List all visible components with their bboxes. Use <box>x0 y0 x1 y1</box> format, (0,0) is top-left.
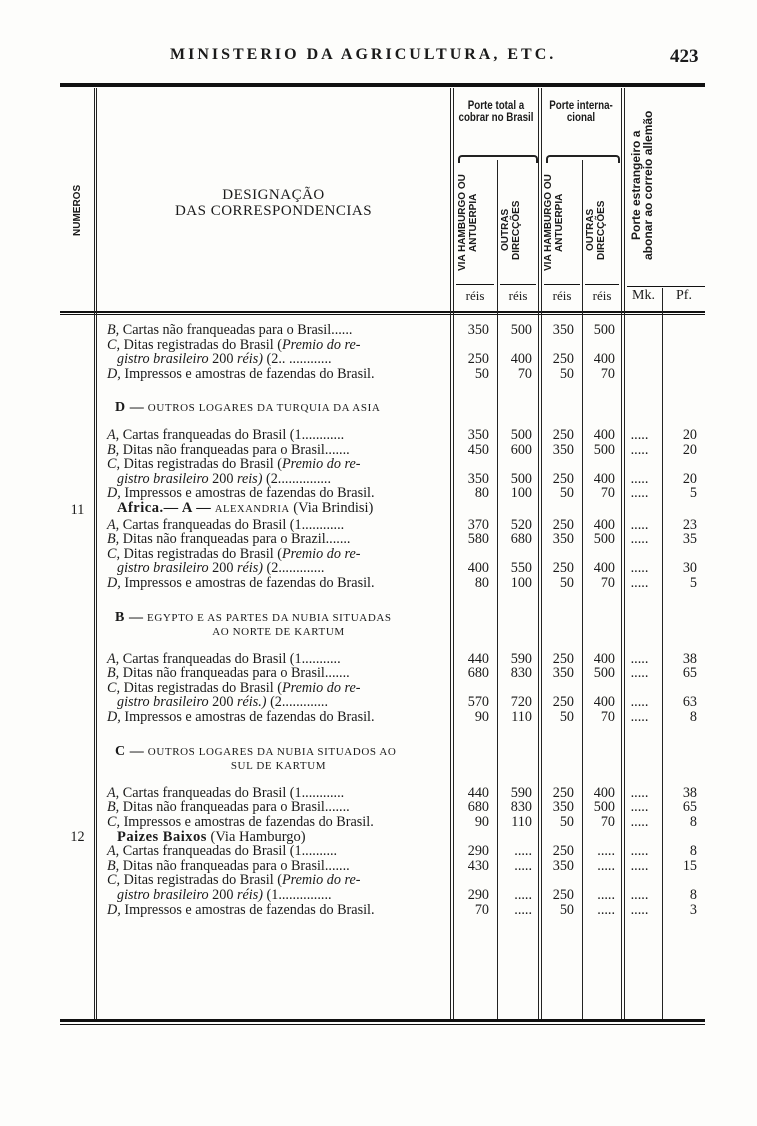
value-cell: ..... <box>597 887 615 903</box>
item-letter: B, <box>107 323 120 338</box>
value-cell: 250 <box>467 351 489 368</box>
value-cell: 38 <box>682 650 697 667</box>
value-cell: 250 <box>552 351 574 368</box>
col-porte-estrangeiro: Porte estrangeiro a abonar ao correio allemão <box>629 110 655 260</box>
table-row <box>60 532 710 547</box>
value-cell: ..... <box>630 531 649 548</box>
item-text: Impressos e amostras de fazendas do Brasil. <box>123 815 374 830</box>
table-row <box>60 518 710 533</box>
item-text: Cartas não franqueadas para o Brasil...... <box>122 323 353 338</box>
value-cell: 250 <box>552 516 574 533</box>
value-cell: 70 <box>600 365 615 382</box>
bottom-rule-2 <box>60 1024 705 1025</box>
table-row <box>60 786 710 801</box>
value-cell: ..... <box>630 784 649 801</box>
value-cell: 100 <box>510 574 532 591</box>
value-cell: 350 <box>552 857 574 874</box>
section-heading <box>60 611 710 640</box>
value-cell: 250 <box>552 843 574 860</box>
heading-letter: C — <box>115 744 145 759</box>
designation <box>95 903 450 918</box>
designation <box>95 859 450 874</box>
value-cell: ..... <box>630 441 649 458</box>
item-italic: gistro brasileiro <box>117 560 209 576</box>
value-cell: 830 <box>510 665 532 682</box>
item-letter: B, <box>107 442 120 458</box>
item-text: Impressos e amostras de fazendas do Brasil. <box>124 710 375 725</box>
item-text: (1............... <box>262 887 332 903</box>
value-cell: ..... <box>514 887 532 903</box>
designation <box>95 518 450 533</box>
brace <box>546 155 620 163</box>
col-outras-direccoes-intl: OUTRAS DIRECÇÕES <box>585 200 607 260</box>
heading-text: SUL DE KARTUM <box>230 760 327 773</box>
value-cell: 400 <box>593 516 615 533</box>
table-row <box>60 903 710 918</box>
item-text: (2............. <box>262 560 325 576</box>
table-row <box>60 323 710 338</box>
value-cell: 350 <box>467 470 489 487</box>
table-row <box>60 338 710 367</box>
continuation <box>107 351 332 367</box>
value-cell: 250 <box>552 426 574 443</box>
item-letter: A, <box>107 785 120 801</box>
value-cell: 15 <box>682 857 697 874</box>
value-cell: ..... <box>630 857 649 874</box>
designation <box>95 443 450 458</box>
value-cell: 430 <box>467 857 489 874</box>
value-cell: ..... <box>630 694 649 711</box>
item-italic: réis.) <box>236 694 267 711</box>
designation <box>95 367 450 382</box>
designation <box>95 681 450 710</box>
designation <box>95 830 450 845</box>
value-cell: ..... <box>630 843 649 860</box>
value-cell: 38 <box>682 784 697 801</box>
value-cell: ..... <box>597 843 615 860</box>
value-cell: 35 <box>682 531 697 548</box>
item-letter: B, <box>107 532 120 547</box>
item-italic: gistro brasileiro <box>117 470 209 487</box>
value-cell: 400 <box>467 560 489 577</box>
value-cell: 65 <box>682 665 697 682</box>
item-text: Ditas registradas do Brasil ( <box>123 873 282 889</box>
designation <box>95 666 450 681</box>
item-italic: gistro brasileiro <box>117 694 209 711</box>
designation <box>95 457 450 486</box>
value-cell: 8 <box>689 814 697 831</box>
heading-text: EGYPTO E AS PARTES DA NUBIA SITUADAS <box>147 611 392 624</box>
value-cell: 400 <box>593 426 615 443</box>
value-cell: 23 <box>682 516 697 533</box>
value-cell: 250 <box>552 650 574 667</box>
designation <box>95 800 450 815</box>
value-cell: ..... <box>630 799 649 816</box>
continuation <box>107 471 331 487</box>
item-text: 200 <box>208 887 237 903</box>
value-cell: 8 <box>689 843 697 860</box>
item-letter: A, <box>107 651 120 667</box>
table-row <box>60 367 710 382</box>
value-cell: 100 <box>510 485 532 502</box>
item-letter: C, <box>107 873 121 889</box>
table-row <box>60 815 710 830</box>
table-row <box>60 457 710 486</box>
item-text: Ditas registradas do Brasil ( <box>123 337 282 353</box>
value-cell: 350 <box>552 441 574 458</box>
value-cell: 90 <box>474 709 489 726</box>
table-row <box>60 666 710 681</box>
item-letter: A, <box>107 427 120 443</box>
designacao-line1: DESIGNAÇÃO <box>222 187 325 203</box>
item-text: (2............... <box>262 470 332 487</box>
value-cell: 830 <box>510 799 532 816</box>
value-cell: 80 <box>474 485 489 502</box>
item-text: Ditas registradas do Brasil ( <box>123 546 282 562</box>
item-text: (2.. ............ <box>262 351 332 367</box>
item-text: Ditas não franqueadas para o Brasil....... <box>122 666 350 681</box>
item-text: Ditas registradas do Brasil ( <box>123 680 282 696</box>
item-text: Ditas não franqueadas para o Brasil....... <box>122 858 350 874</box>
section-heading <box>60 745 710 774</box>
heading-line <box>107 402 380 414</box>
table-row <box>60 547 710 576</box>
item-italic: gistro brasileiro <box>117 351 209 367</box>
designation <box>95 710 450 725</box>
value-cell: 350 <box>552 322 574 338</box>
heading-letter: B — <box>115 610 144 625</box>
designation <box>95 428 450 443</box>
item-letter: D, <box>107 710 121 725</box>
page-number: 423 <box>670 46 699 67</box>
value-cell: ..... <box>514 843 532 860</box>
item-text: Impressos e amostras de fazendas do Brasil. <box>124 366 375 382</box>
running-title: MINISTERIO DA AGRICULTURA, ETC. <box>170 46 557 63</box>
value-cell: 680 <box>467 665 489 682</box>
value-cell: 590 <box>510 650 532 667</box>
table-row <box>60 652 710 667</box>
item-text: Ditas não franqueadas para o Brasil....... <box>122 800 350 816</box>
header-rule <box>60 311 705 313</box>
item-text: 200 <box>208 351 237 367</box>
group-porte-internacional: Porte interna- cional <box>549 100 613 124</box>
continuation <box>107 560 324 576</box>
value-cell: 520 <box>510 516 532 533</box>
item-text: Impressos e amostras de fazendas do Brasil. <box>124 575 375 591</box>
value-cell: 600 <box>510 441 532 458</box>
heading-line <box>107 612 392 624</box>
value-cell: 350 <box>467 426 489 443</box>
value-cell: ..... <box>514 857 532 874</box>
value-cell: ..... <box>630 485 649 502</box>
value-cell: 500 <box>593 322 615 338</box>
value-cell: ..... <box>630 650 649 667</box>
value-cell: 500 <box>593 531 615 548</box>
col-via-hamburgo: VIA HAMBURGO OU ANTUERPIA <box>457 174 479 271</box>
item-italic: gistro brasileiro <box>117 887 209 903</box>
item-italic: réis) <box>236 351 263 367</box>
unit-label: réis <box>465 288 485 303</box>
value-cell: 20 <box>682 441 697 458</box>
numeros-header: NUMEROS <box>72 184 83 236</box>
value-cell: 350 <box>467 322 489 338</box>
designation <box>95 532 450 547</box>
value-cell: 400 <box>593 351 615 368</box>
value-cell: 250 <box>552 784 574 801</box>
value-cell: 5 <box>689 485 697 502</box>
value-cell: 50 <box>559 709 574 726</box>
value-cell: 290 <box>467 843 489 860</box>
value-cell: 250 <box>552 470 574 487</box>
continuation <box>107 887 332 903</box>
table-row <box>60 800 710 815</box>
item-text: Cartas franqueadas do Brasil (1.......... <box>122 844 338 859</box>
item-letter: C, <box>107 457 121 473</box>
value-cell: 63 <box>682 694 697 711</box>
item-letter: C, <box>107 815 121 830</box>
header-rule-2 <box>60 314 705 315</box>
item-letter: D, <box>107 575 121 591</box>
item-letter: C, <box>107 337 121 353</box>
item-text: 200 <box>208 560 237 576</box>
value-cell: 500 <box>593 665 615 682</box>
table-row <box>60 844 710 859</box>
designation <box>95 576 450 591</box>
item-letter: A, <box>107 517 120 533</box>
value-cell: ..... <box>514 901 532 918</box>
row-number: 12 <box>70 828 85 845</box>
value-cell: 70 <box>474 901 489 918</box>
value-cell: 70 <box>600 814 615 831</box>
unit-label: Pf. <box>676 288 692 303</box>
value-cell: 50 <box>559 901 574 918</box>
row-number: 11 <box>70 501 85 518</box>
value-cell: ..... <box>630 814 649 831</box>
value-cell: 80 <box>474 574 489 591</box>
designation <box>95 611 450 640</box>
value-cell: 400 <box>593 694 615 711</box>
heading-text: AO NORTE DE KARTUM <box>212 626 345 639</box>
value-cell: 370 <box>467 516 489 533</box>
value-cell: 290 <box>467 887 489 903</box>
value-cell: 30 <box>682 560 697 577</box>
table-row <box>60 576 710 591</box>
item-text: Impressos e amostras de fazendas do Brasil. <box>124 486 375 501</box>
designation <box>95 815 450 830</box>
country-route: (Via Brindisi) <box>289 500 374 516</box>
item-letter: B, <box>107 800 120 816</box>
value-cell: 550 <box>510 560 532 577</box>
country-heading <box>60 830 710 845</box>
value-cell: ..... <box>630 516 649 533</box>
value-cell: 50 <box>559 365 574 382</box>
value-cell: ..... <box>630 901 649 918</box>
item-letter: D, <box>107 486 121 501</box>
table-row <box>60 710 710 725</box>
value-cell: 500 <box>510 470 532 487</box>
value-cell: ..... <box>597 857 615 874</box>
item-italic: Premio do re- <box>281 873 361 889</box>
value-cell: 400 <box>593 784 615 801</box>
value-cell: 90 <box>474 814 489 831</box>
section-heading <box>60 401 710 416</box>
value-cell: 350 <box>552 531 574 548</box>
item-letter: B, <box>107 858 120 874</box>
item-italic: Premio do re- <box>281 457 361 473</box>
item-text: Ditas não franqueadas para o Brazil....... <box>122 532 351 547</box>
value-cell: 250 <box>552 887 574 903</box>
value-cell: 440 <box>467 650 489 667</box>
item-text: Impressos e amostras de fazendas do Brasil. <box>124 902 375 918</box>
value-cell: 580 <box>467 531 489 548</box>
group-porte-total: Porte total a cobrar no Brasil <box>458 100 534 124</box>
value-cell: 8 <box>689 709 697 726</box>
value-cell: ..... <box>630 426 649 443</box>
value-cell: 500 <box>593 441 615 458</box>
item-letter: B, <box>107 666 120 681</box>
heading-text: OUTROS LOGARES DA TURQUIA DA ASIA <box>147 402 381 415</box>
designation <box>95 401 450 416</box>
table-row <box>60 681 710 710</box>
value-cell: 50 <box>559 485 574 502</box>
brace <box>458 155 538 163</box>
value-cell: 350 <box>552 799 574 816</box>
item-text: Cartas franqueadas do Brasil (1............ <box>122 785 345 801</box>
table-row <box>60 486 710 501</box>
value-cell: ..... <box>630 887 649 903</box>
country-heading <box>60 501 710 518</box>
heading-line <box>107 746 396 758</box>
item-italic: reis) <box>236 470 263 487</box>
item-italic: Premio do re- <box>281 337 361 353</box>
item-text: (2............. <box>266 694 328 711</box>
value-cell: ..... <box>630 470 649 487</box>
heading-letter: D — <box>115 401 145 416</box>
tariff-table-body <box>60 323 710 917</box>
item-letter: D, <box>107 366 121 382</box>
value-cell: 20 <box>682 426 697 443</box>
item-text: Ditas registradas do Brasil ( <box>123 457 282 473</box>
designation <box>95 323 450 338</box>
designation <box>95 873 450 902</box>
value-cell: 250 <box>552 694 574 711</box>
value-cell: 250 <box>552 560 574 577</box>
value-cell: 590 <box>510 784 532 801</box>
item-italic: Premio do re- <box>281 546 361 562</box>
value-cell: 50 <box>559 574 574 591</box>
value-cell: 110 <box>511 709 532 726</box>
value-cell: 440 <box>467 784 489 801</box>
value-cell: 400 <box>593 650 615 667</box>
value-cell: ..... <box>630 665 649 682</box>
country-name: Paizes Baixos <box>117 829 207 845</box>
value-cell: 8 <box>689 887 697 903</box>
item-text: Ditas não franqueadas para o Brasil....... <box>122 442 350 458</box>
value-cell: 570 <box>467 694 489 711</box>
designation <box>95 547 450 576</box>
item-text: Cartas franqueadas do Brasil (1............ <box>122 427 345 443</box>
value-cell: 450 <box>467 441 489 458</box>
value-cell: 500 <box>593 799 615 816</box>
value-cell: 400 <box>593 560 615 577</box>
value-cell: ..... <box>630 574 649 591</box>
designation <box>95 486 450 501</box>
value-cell: ..... <box>630 560 649 577</box>
table-row <box>60 873 710 902</box>
value-cell: 110 <box>511 814 532 831</box>
value-cell: 500 <box>510 426 532 443</box>
designation <box>95 338 450 367</box>
designation <box>95 786 450 801</box>
item-letter: C, <box>107 546 121 562</box>
value-cell: 5 <box>689 574 697 591</box>
unit-label: réis <box>552 288 572 303</box>
continuation <box>107 694 328 710</box>
country-sub: ALEXANDRIA <box>214 503 290 515</box>
item-italic: réis) <box>236 887 263 903</box>
country-name: Africa.— A — <box>117 500 212 516</box>
designacao-header <box>95 187 452 219</box>
unit-label: réis <box>592 288 612 303</box>
designation <box>95 501 450 518</box>
value-cell: 500 <box>510 322 532 338</box>
designacao-line2: DAS CORRESPONDENCIAS <box>174 203 373 219</box>
designation <box>95 745 450 774</box>
bottom-rule <box>60 1019 705 1022</box>
item-text: 200 <box>208 470 237 487</box>
table-row <box>60 443 710 458</box>
country-route: (Via Hamburgo) <box>206 829 306 845</box>
value-cell: 70 <box>517 365 532 382</box>
value-cell: 680 <box>510 531 532 548</box>
value-cell: 50 <box>474 365 489 382</box>
item-letter: D, <box>107 902 121 918</box>
item-italic: réis) <box>236 560 263 576</box>
item-letter: A, <box>107 844 120 859</box>
value-cell: 350 <box>552 665 574 682</box>
top-rule <box>60 83 705 87</box>
value-cell: 680 <box>467 799 489 816</box>
item-text: 200 <box>208 694 237 711</box>
designation <box>95 844 450 859</box>
table-row <box>60 859 710 874</box>
value-cell: 70 <box>600 574 615 591</box>
item-letter: C, <box>107 680 121 696</box>
col-via-hamburgo-intl: VIA HAMBURGO OU ANTUERPIA <box>543 174 565 271</box>
value-cell: ..... <box>630 709 649 726</box>
value-cell: 70 <box>600 709 615 726</box>
value-cell: ..... <box>597 901 615 918</box>
item-italic: Premio do re- <box>281 680 361 696</box>
unit-label: réis <box>508 288 528 303</box>
value-cell: 3 <box>689 901 697 918</box>
col-outras-direccoes: OUTRAS DIRECÇÕES <box>500 200 522 260</box>
item-text: Cartas franqueadas do Brasil (1............ <box>122 517 345 533</box>
value-cell: 400 <box>593 470 615 487</box>
value-cell: 20 <box>682 470 697 487</box>
designation <box>95 652 450 667</box>
value-cell: 50 <box>559 814 574 831</box>
value-cell: 65 <box>682 799 697 816</box>
heading-text: OUTROS LOGARES DA NUBIA SITUADOS AO <box>147 745 397 758</box>
value-cell: 720 <box>510 694 532 711</box>
value-cell: 400 <box>510 351 532 368</box>
table-row <box>60 428 710 443</box>
value-cell: 70 <box>600 485 615 502</box>
item-text: Cartas franqueadas do Brasil (1........... <box>122 651 341 667</box>
unit-label: Mk. <box>632 288 655 303</box>
